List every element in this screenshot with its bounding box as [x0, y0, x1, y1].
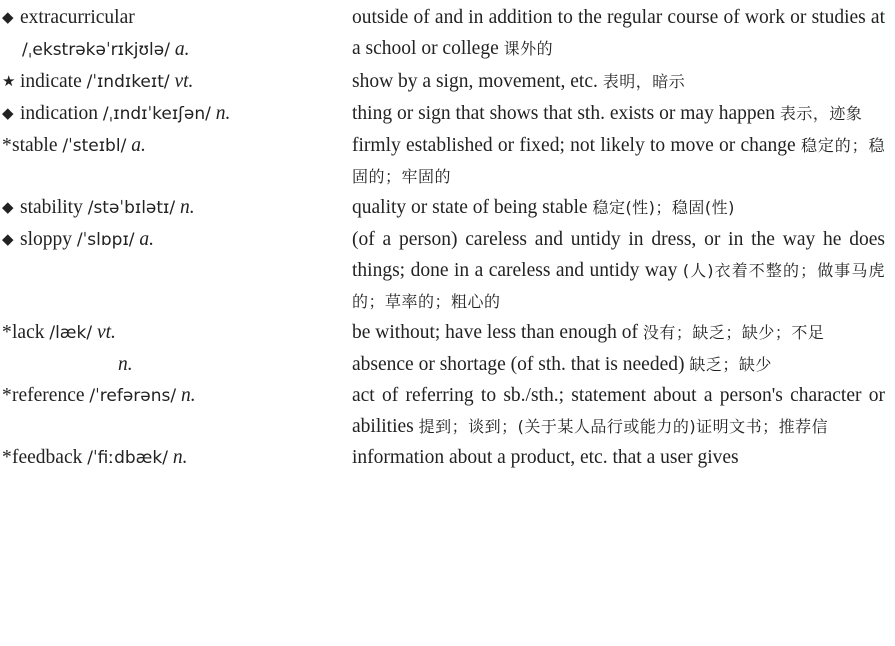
- definition-en: firmly established or fixed; not likely to move or change: [352, 135, 796, 156]
- definition-en: absence or shortage (of sth. that is needed): [352, 354, 685, 375]
- vocab-entry-stability: [0, 192, 895, 224]
- headword: [0, 317, 352, 349]
- definition-zh: 提到；谈到；(关于某人品行或能力的)证明文书；推荐信: [418, 417, 829, 436]
- vocab-entry-reference: [0, 380, 895, 442]
- definition-zh: 表明，暗示: [602, 72, 686, 91]
- headword: [0, 98, 352, 130]
- headword-text: stable: [12, 135, 58, 156]
- headword-text: reference: [12, 385, 85, 406]
- definition-zh: (人)衣着不整的；做事马虎的；草率的；粗心的: [352, 261, 885, 311]
- definition-zh: 缺乏；缺少: [689, 355, 772, 374]
- star-marker-icon: ★: [2, 74, 16, 90]
- headword: [0, 349, 352, 380]
- definition: [352, 380, 885, 442]
- definition-zh: 表示，迹象: [779, 104, 863, 123]
- pos-label: a.: [131, 135, 146, 156]
- definition: [352, 224, 885, 317]
- definition-zh: 稳定的；稳固的；牢固的: [352, 136, 885, 186]
- definition-en: thing or sign that shows that sth. exists or may happen: [352, 103, 776, 124]
- definition-en: act of referring to sb./sth.; statement about a person's character or abilities: [352, 385, 885, 437]
- vocab-entry-lack: [0, 317, 895, 349]
- ipa-text: /stəˈbɪlətɪ/: [87, 198, 176, 218]
- definition: [352, 349, 885, 380]
- ipa-text: /ˈrefərəns/: [89, 386, 177, 406]
- pos-label: n.: [172, 447, 188, 468]
- definition-zh: 稳定(性)；稳固(性): [592, 198, 735, 217]
- headword: [0, 442, 352, 474]
- ipa-text: /ˌɪndɪˈkeɪʃən/: [102, 104, 211, 124]
- diamond-marker-icon: ◆: [2, 200, 14, 216]
- definition: [352, 130, 885, 192]
- ipa-text: /ˈslɒpɪ/: [76, 230, 135, 250]
- vocab-entry-sloppy: [0, 224, 895, 317]
- asterisk-marker-icon: *: [2, 447, 12, 468]
- vocab-entry-feedback: [0, 442, 895, 474]
- vocab-entry-indicate: [0, 66, 895, 98]
- vocab-entry-extracurricular: [0, 2, 895, 66]
- definition: [352, 66, 885, 98]
- pos-label: n.: [179, 197, 195, 218]
- headword: [0, 66, 352, 98]
- headword-text: extracurricular: [20, 7, 135, 28]
- headword: [0, 192, 352, 224]
- asterisk-marker-icon: *: [2, 322, 12, 343]
- ipa-text: /ˈfiːdbæk/: [87, 448, 168, 468]
- asterisk-marker-icon: *: [2, 135, 12, 156]
- pos-label: a.: [174, 39, 190, 60]
- definition: [352, 2, 885, 66]
- definition: [352, 317, 885, 349]
- pos-label: n.: [118, 354, 133, 375]
- headword-text: indicate: [20, 71, 82, 92]
- definition: [352, 98, 885, 130]
- headword: [0, 130, 352, 192]
- headword: [0, 224, 352, 317]
- diamond-marker-icon: ◆: [2, 10, 14, 26]
- pos-label: vt.: [96, 322, 116, 343]
- definition-en: information about a product, etc. that a user gives: [352, 447, 739, 468]
- pos-label: n.: [181, 385, 196, 406]
- definition: [352, 442, 885, 474]
- vocab-entry-indication: [0, 98, 895, 130]
- asterisk-marker-icon: *: [2, 385, 12, 406]
- definition-zh: 没有；缺乏；缺少；不足: [642, 323, 825, 342]
- diamond-marker-icon: ◆: [2, 232, 14, 248]
- definition: [352, 192, 885, 224]
- headword-pronunciation: [0, 34, 352, 66]
- ipa-text: /ˌekstrəkəˈrɪkjʊlə/: [22, 40, 170, 60]
- headword-text: indication: [20, 103, 98, 124]
- headword-text: stability: [20, 197, 83, 218]
- definition-en: outside of and in addition to the regular course of work or studies at a school or college: [352, 7, 885, 59]
- vocab-entry-lack-noun: [0, 349, 895, 380]
- definition-en: show by a sign, movement, etc.: [352, 71, 598, 92]
- definition-zh: 课外的: [503, 39, 554, 58]
- pos-label: a.: [139, 229, 154, 250]
- definition-en: be without; have less than enough of: [352, 322, 638, 343]
- vocab-entry-stable: [0, 130, 895, 192]
- ipa-text: /ˈɪndɪkeɪt/: [86, 72, 170, 92]
- headword: [0, 380, 352, 442]
- definition-en: (of a person) careless and untidy in dress, or in the way he does things; done in a careless and untidy way: [352, 229, 885, 281]
- ipa-text: /ˈsteɪbl/: [62, 136, 127, 156]
- diamond-marker-icon: ◆: [2, 106, 14, 122]
- headword-text: lack: [12, 322, 45, 343]
- headword: [0, 2, 352, 34]
- definition-en: quality or state of being stable: [352, 197, 588, 218]
- headword-text: sloppy: [20, 229, 73, 250]
- pos-label: n.: [215, 103, 231, 124]
- ipa-text: /læk/: [49, 323, 93, 343]
- pos-label: vt.: [174, 71, 194, 92]
- headword-text: feedback: [12, 447, 83, 468]
